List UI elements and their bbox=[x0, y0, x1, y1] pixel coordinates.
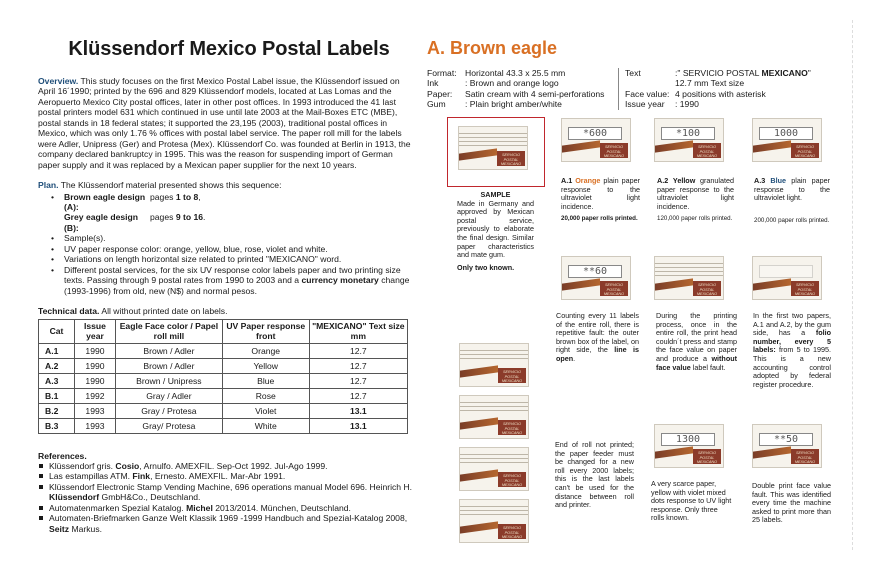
a3-rolls: 200,000 paper rolls printed. bbox=[754, 216, 830, 224]
label-roll-4 bbox=[459, 499, 529, 543]
label-brand: SERVICIO POSTAL MEXICANO bbox=[498, 420, 526, 435]
currency-bold: currency monetary bbox=[301, 275, 379, 286]
table-row bbox=[39, 373, 408, 388]
a2-color: Yellow bbox=[672, 176, 696, 185]
face-value: 4 positions with asterisk bbox=[675, 88, 766, 99]
list-item: • Brown eagle design (A): pages 1 to 8, Grey eagle design (B): pages 9 to 16. bbox=[51, 192, 414, 234]
label-brand: SERVICIO POSTAL MEXICANO bbox=[791, 281, 819, 296]
cell: Brown / Unipress bbox=[115, 373, 222, 388]
label-brand: SERVICIO POSTAL MEXICANO bbox=[693, 449, 721, 464]
text-value-bold: MEXICANO bbox=[761, 68, 808, 78]
face-value-print: **60 bbox=[568, 265, 622, 278]
ref-text: 2013/2014. München, Deutschland. bbox=[212, 502, 351, 513]
tech-paragraph bbox=[38, 306, 414, 316]
label-brand: SERVICIO POSTAL MEXICANO bbox=[693, 143, 721, 158]
table-row bbox=[39, 388, 408, 403]
overview-paragraph bbox=[38, 76, 414, 170]
sample-bold: Only two known. bbox=[457, 262, 515, 272]
ref-text: Klüssendorf gris. bbox=[49, 460, 116, 471]
table-row bbox=[39, 403, 408, 418]
a2-caption bbox=[657, 177, 734, 223]
gum-value: : Plain bright amber/white bbox=[465, 99, 562, 110]
table-row bbox=[39, 358, 408, 373]
cell: A.2 bbox=[39, 358, 75, 373]
ref-text: Automatenmarken Spezial Katalog. bbox=[49, 502, 187, 513]
folio-bold: folio number, every 5 labels: bbox=[753, 328, 831, 355]
a1-rolls: 20,000 paper rolls printed. bbox=[561, 215, 638, 223]
list-item bbox=[51, 265, 414, 296]
brown-pages-prefix: pages bbox=[150, 191, 176, 202]
sample-title: SAMPLE bbox=[480, 190, 511, 199]
ref-author: Fink bbox=[132, 471, 151, 482]
sample-caption bbox=[457, 191, 534, 272]
a2-code: A.2 bbox=[657, 176, 669, 185]
ref-author: Seitz bbox=[49, 523, 70, 534]
during-caption bbox=[656, 312, 737, 372]
cell: A.1 bbox=[39, 343, 75, 358]
services-end: change (1993-1996) from old, new (N$) and normal pesos. bbox=[64, 275, 410, 296]
text-key: Text bbox=[625, 68, 641, 78]
a2-rolls: 120,000 paper rolls printed. bbox=[657, 215, 733, 223]
label-roll-2 bbox=[459, 395, 529, 439]
label-no-value bbox=[654, 256, 724, 300]
ref-text: , Ernesto. AMEXFIL. Mar-Abr 1991. bbox=[150, 471, 286, 482]
face-value-print bbox=[759, 265, 813, 278]
cell: 1993 bbox=[75, 418, 116, 433]
folio-end: from 5 to 1995. This is a new accounting control adopted by federal register procedure. bbox=[753, 345, 831, 389]
cell: 1993 bbox=[75, 403, 116, 418]
ref-text: GmbH&Co., Deutschland. bbox=[99, 492, 201, 503]
face-value-print: *100 bbox=[661, 127, 715, 140]
cell: B.3 bbox=[39, 418, 75, 433]
ref-text: , Arnulfo. AMEXFIL. Sep-Oct 1992. Jul-Ago 1999. bbox=[139, 460, 328, 471]
list-item bbox=[38, 482, 414, 503]
counting-end: . bbox=[573, 353, 576, 363]
label-brand: SERVICIO POSTAL MEXICANO bbox=[600, 281, 628, 296]
overview-lead: Overview. bbox=[38, 76, 79, 86]
ref-author: Michel bbox=[186, 502, 213, 513]
a3-caption bbox=[754, 177, 830, 224]
cell: B.1 bbox=[39, 388, 75, 403]
cell: Brown / Adler bbox=[115, 343, 222, 358]
plan-paragraph bbox=[38, 180, 414, 190]
folio-caption bbox=[753, 312, 831, 389]
label-scarce bbox=[654, 424, 724, 468]
issue-value: : 1990 bbox=[675, 99, 699, 110]
cell: 1990 bbox=[75, 373, 116, 388]
cell: 12.7 bbox=[309, 373, 407, 388]
cell: Violet bbox=[222, 403, 309, 418]
header-text-size: "MEXICANO" Text size mm bbox=[309, 319, 407, 343]
tech-lead: Technical data. bbox=[38, 306, 100, 317]
table-row bbox=[39, 343, 408, 358]
cell: 12.7 bbox=[309, 343, 407, 358]
technical-table bbox=[38, 319, 408, 434]
list-item: • Variations on length horizontal size related to printed "MEXICANO" word. bbox=[51, 254, 414, 264]
text-size-value: 12.7 mm Text size bbox=[675, 78, 745, 89]
cell: Orange bbox=[222, 343, 309, 358]
face-value-print: **50 bbox=[759, 433, 813, 446]
during-text: During the printing process, once in the entire roll, the print head couldn´t press and stamp the face value on paper and produce a bbox=[656, 311, 737, 363]
ref-author: Cosio bbox=[115, 460, 140, 471]
label-brand: SERVICIO POSTAL MEXICANO bbox=[600, 143, 628, 158]
a1-caption bbox=[561, 177, 640, 223]
label-double bbox=[752, 424, 822, 468]
label-a2 bbox=[654, 118, 724, 162]
list-item bbox=[38, 471, 414, 481]
cell: Gray / Protesa bbox=[115, 403, 222, 418]
tech-text: All without printed date on labels. bbox=[99, 306, 228, 317]
cell: 13.1 bbox=[309, 403, 407, 418]
cell: White bbox=[222, 418, 309, 433]
ref-author: Klüssendorf bbox=[49, 492, 100, 503]
cell: A.3 bbox=[39, 373, 75, 388]
page-fold-line bbox=[852, 20, 853, 550]
paper-key: Paper: bbox=[427, 88, 453, 99]
list-item bbox=[38, 513, 414, 534]
ref-text: Klüssendorf Electronic Stamp Vending Machine, 696 operations manual Model 696. Heinrich H. bbox=[49, 481, 413, 492]
format-key: Format: bbox=[427, 68, 457, 78]
references-title bbox=[38, 451, 414, 461]
cell: Yellow bbox=[222, 358, 309, 373]
cell: Gray / Adler bbox=[115, 388, 222, 403]
a1-color: Orange bbox=[575, 176, 601, 185]
label-brand: SERVICIO POSTAL MEXICANO bbox=[791, 449, 819, 464]
folio-text: In the first two papers, A.1 and A.2, by the gum side, has a bbox=[753, 311, 831, 338]
left-column bbox=[38, 38, 414, 534]
brown-design-label: • Brown eagle design (A): bbox=[64, 191, 146, 212]
plan-text: The Klüssendorf material presented shows this sequence: bbox=[58, 180, 282, 191]
label-roll-1 bbox=[459, 343, 529, 387]
label-brand: SERVICIO POSTAL MEXICANO bbox=[497, 151, 525, 166]
header-uv-paper: UV Paper response front bbox=[222, 319, 309, 343]
table-row bbox=[39, 418, 408, 433]
double-caption: Double print face value fault. This was identified every time the machine asked to print more than 25 labels. bbox=[752, 481, 831, 525]
label-brand: SERVICIO POSTAL MEXICANO bbox=[498, 368, 526, 383]
header-issue-year: Issue year bbox=[75, 319, 116, 343]
ref-text: Las estampillas ATM. bbox=[49, 471, 133, 482]
during-bold: without face value bbox=[656, 353, 737, 372]
references-list bbox=[38, 461, 414, 534]
face-value-print: 1300 bbox=[661, 433, 715, 446]
label-brand: SERVICIO POSTAL MEXICANO bbox=[498, 472, 526, 487]
label-brand: SERVICIO POSTAL MEXICANO bbox=[498, 524, 526, 539]
cell: 13.1 bbox=[309, 418, 407, 433]
label-a3 bbox=[752, 118, 822, 162]
issue-key: Issue year bbox=[625, 99, 665, 110]
a3-color: Blue bbox=[770, 176, 786, 185]
references-heading: References. bbox=[38, 450, 87, 461]
label-brand: SERVICIO POSTAL MEXICANO bbox=[791, 143, 819, 158]
page-title: Klüssendorf Mexico Postal Labels bbox=[68, 38, 390, 60]
cell: 12.7 bbox=[309, 358, 407, 373]
list-item: • UV paper response color: orange, yellow, blue, rose, violet and white. bbox=[51, 244, 414, 254]
end-of-roll-caption: End of roll not printed; the paper feeder must be changed for a new roll every 2000 labels; this is the last labels can't be used for the distance between roll and printer. bbox=[555, 440, 634, 510]
list-item bbox=[38, 503, 414, 513]
during-end: label fault. bbox=[690, 362, 726, 372]
paper-value: Satin cream with 4 semi-perforations bbox=[465, 88, 605, 99]
cell: 1990 bbox=[75, 358, 116, 373]
label-a1 bbox=[561, 118, 631, 162]
sample-text: Made in Germany and approved by Mexican postal service, previously to elaborate the final design. Similar paper characteristics and mate gum. bbox=[457, 198, 534, 260]
header-cat: Cat bbox=[39, 319, 75, 343]
ink-value: : Brown and orange logo bbox=[465, 78, 559, 89]
list-item bbox=[38, 461, 414, 471]
ink-key: Ink bbox=[427, 78, 439, 89]
services-text: Different postal services, for the six UV response color labels paper and two printing size texts. Passing through 9 postal rates from 1990 to 2003 and a bbox=[64, 264, 401, 286]
cell: 1992 bbox=[75, 388, 116, 403]
face-value-print: 1000 bbox=[759, 127, 813, 140]
label-sample bbox=[458, 126, 528, 170]
plan-lead: Plan. bbox=[38, 180, 59, 191]
a1-text: plain paper response to the ultraviolet light incidence. bbox=[561, 176, 641, 211]
cell: 1990 bbox=[75, 343, 116, 358]
cell: Brown / Adler bbox=[115, 358, 222, 373]
overview-text: This study focuses on the first Mexico Postal Label issue, the Klüssendorf issued on April 16´1990; printed by the 696 and 829 Klüssendorf models, located at Las Lomas and the Aeropuerto Mexico City postal offices, later in other post offices. In 1993 introduced the 41 last postal printers model 631 which continued in use until late 2003 at the Mail-Boxes ETC (MBE), postal stands in 18 federal states; it supported the 23,195 (2003), traditional postal offices in Mexico, which was only 1.76 % offices with postal label service. The paper roll mill for the labels were Adler, Unipress (Ger) and Protesa (Mex). Klüssendorf Co. was founded at Berlin in 1913, the company declared bankruptcy in 1995. This was the reason for suspending import of German paper supply and it was replaced by a Mexican paper supplier for the next 10 years. bbox=[38, 76, 411, 170]
counting-bold: line is open bbox=[556, 345, 639, 363]
label-counting bbox=[561, 256, 631, 300]
list-item: • Sample(s). bbox=[51, 233, 414, 243]
face-key: Face value: bbox=[625, 88, 670, 99]
a2-text: granulated paper response to the ultraviolet light incidence. bbox=[657, 176, 734, 211]
text-value-end: " bbox=[807, 68, 811, 78]
cell: Gray/ Protesa bbox=[115, 418, 222, 433]
cell: Rose bbox=[222, 388, 309, 403]
text-value: :" SERVICIO POSTAL bbox=[675, 68, 762, 78]
format-value: Horizontal 43.3 x 25.5 mm bbox=[465, 68, 566, 78]
ref-text: Markus. bbox=[69, 523, 103, 534]
cell: 12.7 bbox=[309, 388, 407, 403]
counting-caption bbox=[556, 312, 639, 364]
a1-code: A.1 bbox=[561, 176, 573, 185]
scarce-caption: A very scarce paper, yellow with violet mixed dots response to UV light response. Only three rolls known. bbox=[651, 479, 732, 523]
cell: B.2 bbox=[39, 403, 75, 418]
ref-text: Automaten-Briefmarken Ganze Welt Klassik 1969 -1999 Handbuch and Spezial-Katalog 2008, bbox=[49, 513, 408, 524]
a3-code: A.3 bbox=[754, 176, 766, 185]
face-value-print: *600 bbox=[568, 127, 622, 140]
table-header-row bbox=[39, 319, 408, 343]
cell: Blue bbox=[222, 373, 309, 388]
a3-text: plain paper response to the ultraviolet light. bbox=[754, 176, 831, 203]
label-roll-3 bbox=[459, 447, 529, 491]
label-folio bbox=[752, 256, 822, 300]
grey-pages: 9 to 16 bbox=[175, 212, 204, 223]
label-brand: SERVICIO POSTAL MEXICANO bbox=[693, 281, 721, 296]
brown-pages: 1 to 8 bbox=[175, 191, 199, 202]
header-eagle-face: Eagle Face color / Papel roll mill bbox=[115, 319, 222, 343]
plan-list bbox=[51, 192, 414, 297]
grey-pages-prefix: pages bbox=[150, 212, 176, 223]
right-column bbox=[427, 38, 837, 110]
section-title: A. Brown eagle bbox=[427, 38, 558, 58]
grey-design-label: Grey eagle design (B): bbox=[64, 212, 139, 233]
format-block bbox=[427, 68, 837, 110]
gum-key: Gum bbox=[427, 99, 446, 110]
counting-text: Counting every 11 labels of the entire roll, there is repetitive fault: the outer brown box of the label, on right side, the bbox=[556, 311, 639, 355]
